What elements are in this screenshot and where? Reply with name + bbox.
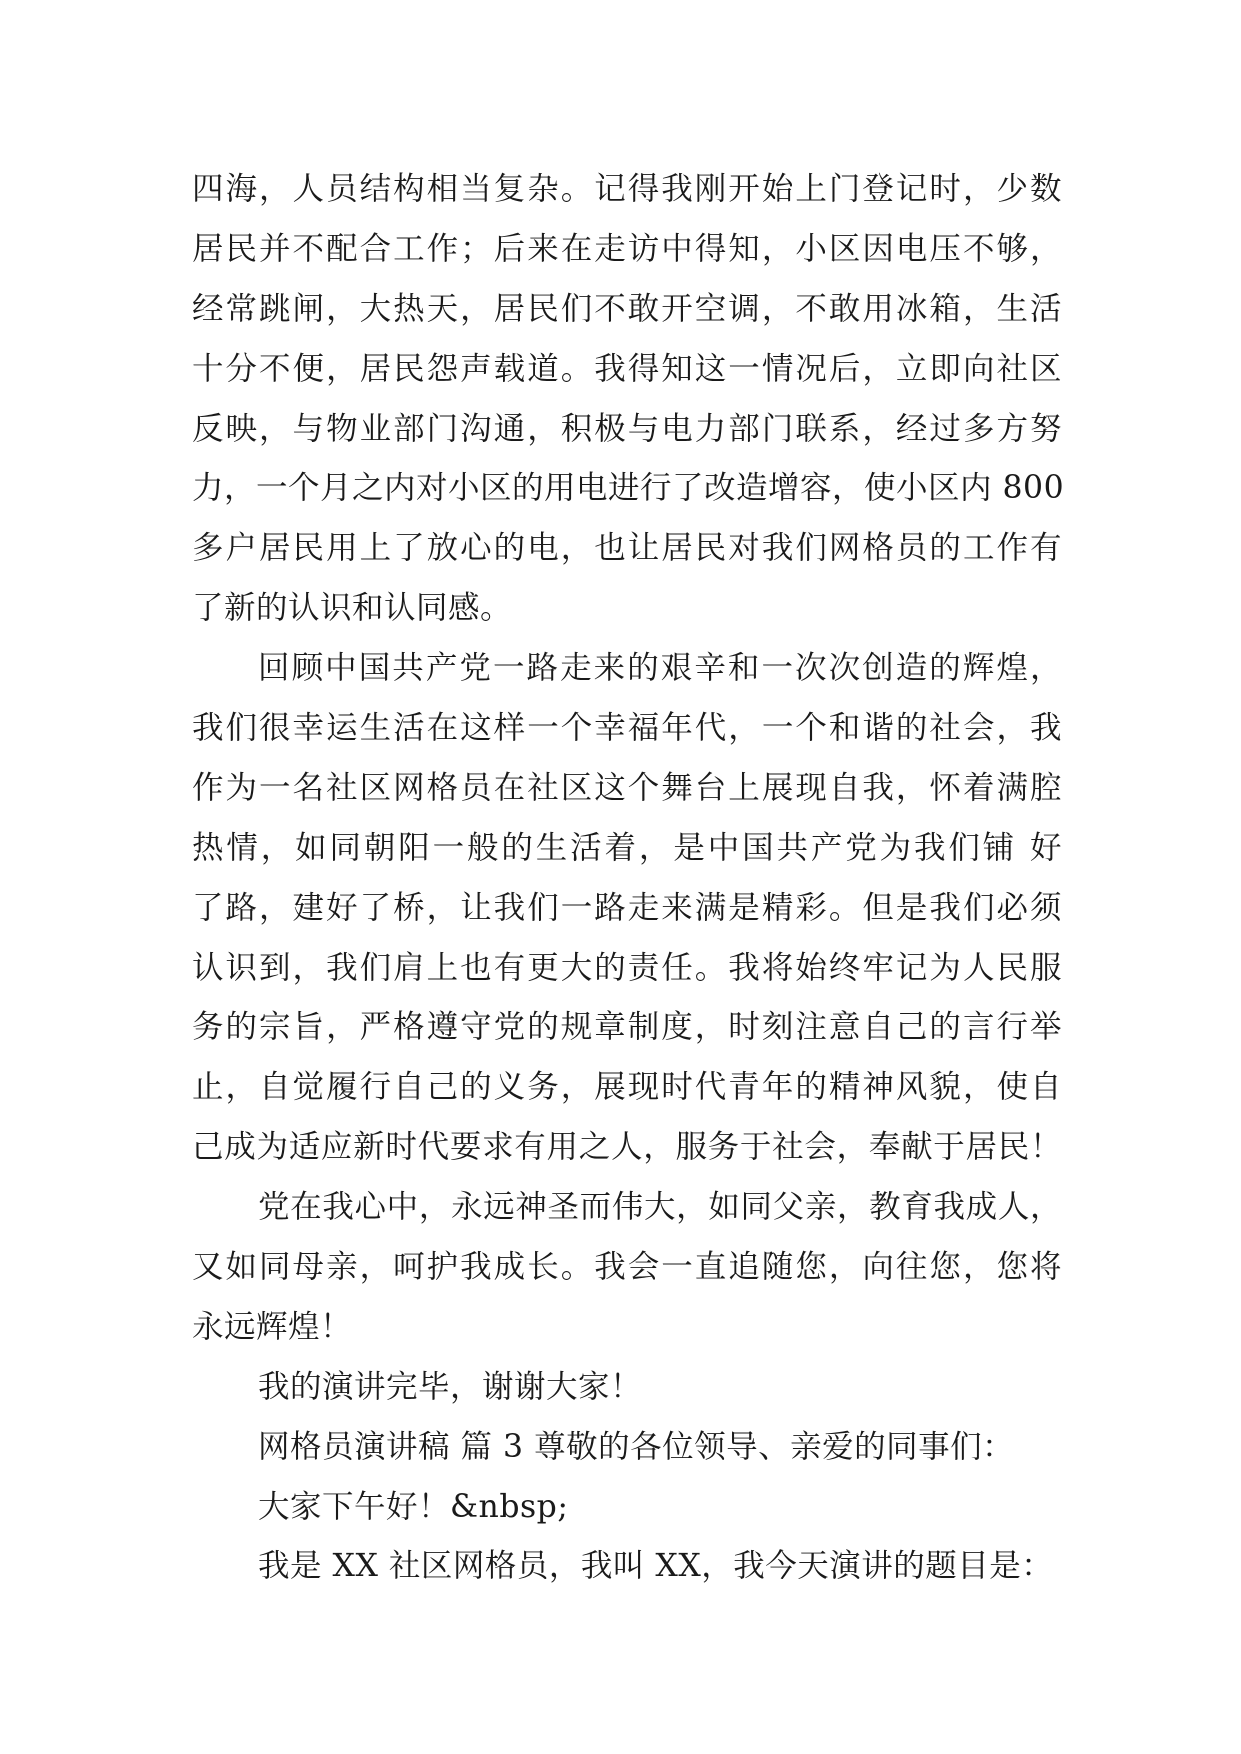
- text-line-17: 己成为适应新时代要求有用之人，服务于社会，奉献于居民！: [192, 1129, 1062, 1166]
- text-line-12: 热情，如同朝阳一般的生活着，是中国共产党为我们铺 好: [192, 829, 1062, 866]
- text-line-5: 反映，与物业部门沟通，积极与电力部门联系，经过多方努: [192, 410, 1062, 447]
- speech-heading-line: 网格员演讲稿 篇 3 尊敬的各位领导、亲爱的同事们：: [258, 1428, 1015, 1465]
- body-text: [192, 160, 1065, 1597]
- text-line-3: 经常跳闸，大热天，居民们不敢开空调，不敢用冰箱，生活: [192, 290, 1062, 327]
- text-line-7: 多户居民用上了放心的电，也让居民对我们网格员的工作有: [192, 530, 1062, 567]
- text-line-19: 又如同母亲，呵护我成长。我会一直追随您，向往您，您将: [192, 1249, 1062, 1286]
- text-line-1: 四海，人员结构相当复杂。记得我刚开始上门登记时，少数: [192, 171, 1062, 207]
- paragraph-start-line: 党在我心中，永远神圣而伟大，如同父亲，教育我成人，: [258, 1189, 1062, 1226]
- text-line-2: 居民并不配合工作；后来在走访中得知，小区因电压不够，: [192, 230, 1062, 267]
- text-line-14: 认识到，我们肩上也有更大的责任。我将始终牢记为人民服: [192, 949, 1062, 986]
- closing-line: 我的演讲完毕，谢谢大家！: [258, 1368, 643, 1405]
- text-line-13: 了路，建好了桥，让我们一路走来满是精彩。但是我们必须: [192, 889, 1062, 926]
- text-line-6: 力，一个月之内对小区的用电进行了改造增容，使小区内 800: [192, 470, 1065, 507]
- paragraph-start-line: 回顾中国共产党一路走来的艰辛和一次次创造的辉煌，: [258, 650, 1062, 687]
- text-line-4: 十分不便，居民怨声载道。我得知这一情况后，立即向社区: [192, 350, 1062, 387]
- text-line-10: 我们很幸运生活在这样一个幸福年代，一个和谐的社会，我: [192, 710, 1062, 747]
- greeting-line: 大家下午好！&nbsp;: [258, 1488, 569, 1525]
- text-line-20: 永远辉煌！: [192, 1308, 353, 1345]
- introduction-line: 我是 XX 社区网格员，我叫 XX，我今天演讲的题目是：: [258, 1548, 1054, 1585]
- text-line-8: 了新的认识和认同感。: [192, 590, 513, 627]
- text-line-15: 务的宗旨，严格遵守党的规章制度，时刻注意自己的言行举: [192, 1009, 1062, 1046]
- text-line-11: 作为一名社区网格员在社区这个舞台上展现自我，怀着满腔: [192, 769, 1062, 806]
- text-line-16: 止，自觉履行自己的义务，展现时代青年的精神风貌，使自: [192, 1069, 1062, 1106]
